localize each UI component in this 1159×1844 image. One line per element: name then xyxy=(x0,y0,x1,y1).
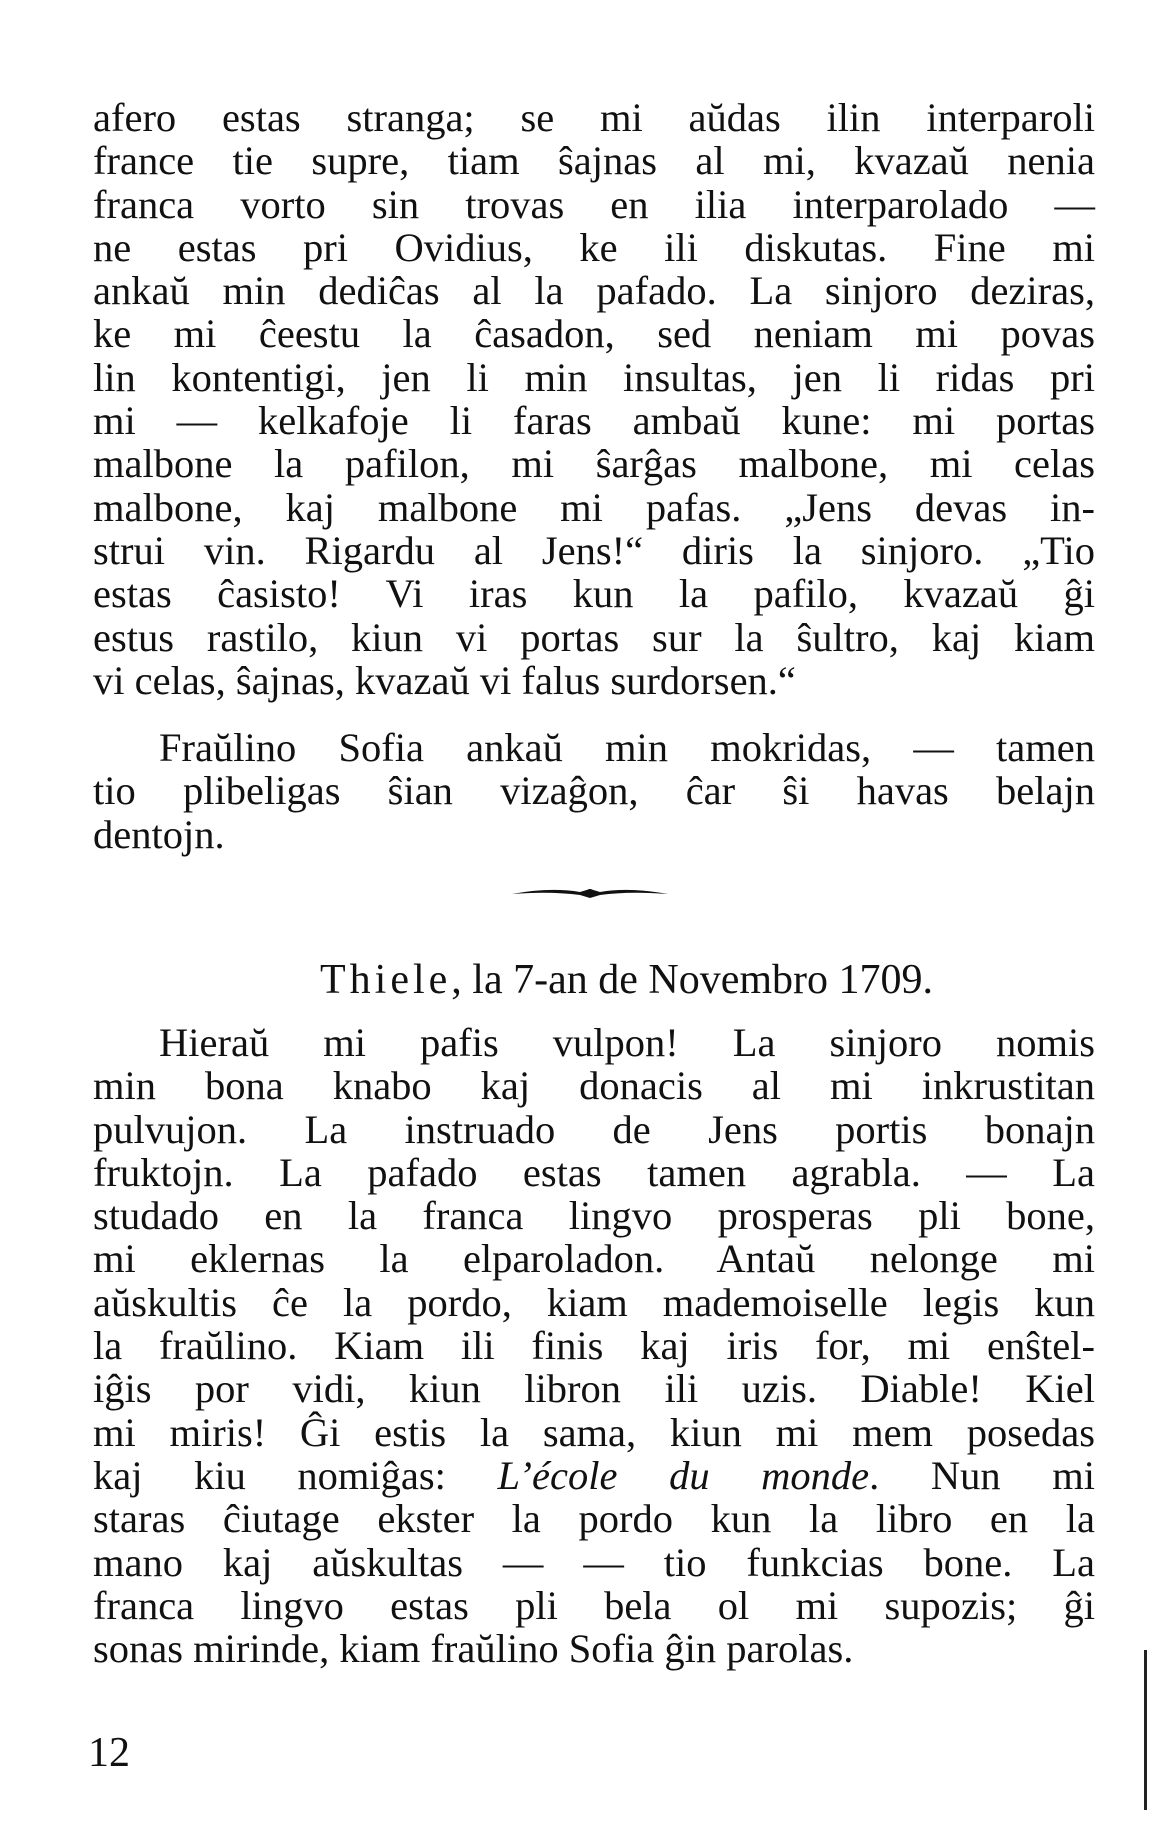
text-line: ankaŭ min dediĉas al la pafado. La sinjoro deziras, xyxy=(93,268,1095,314)
heading-place: Thiele xyxy=(320,957,452,1003)
text-line: malbone, kaj malbone mi pafas. „Jens devas in- xyxy=(93,484,1095,530)
text-line: Fraŭlino Sofia ankaŭ min mokridas, — tamen xyxy=(159,725,1095,770)
text-line: sonas mirinde, kiam fraŭlino Sofia ĝin parolas. xyxy=(93,1626,854,1672)
page-edge-shadow xyxy=(1144,1650,1147,1810)
text-line: mi miris! Ĝi estis la sama, kiun mi mem posedas xyxy=(93,1409,1095,1455)
text-line: tio plibeligas ŝian vizaĝon, ĉar ŝi havas belajn xyxy=(93,768,1095,814)
text-line: vi celas, ŝajnas, kvazaŭ vi falus surdorsen.“ xyxy=(93,657,796,703)
text-line: franca lingvo estas pli bela ol mi supozis; ĝi xyxy=(93,1582,1095,1628)
heading-date: , la 7-an de Novembro 1709. xyxy=(451,957,933,1003)
book-title: L’école du monde xyxy=(497,1452,870,1498)
paragraph-1 xyxy=(93,96,1095,702)
paragraph-2 xyxy=(93,726,1095,856)
text-line: mi — kelkafoje li faras ambaŭ kune: mi portas xyxy=(93,398,1095,444)
text-line: mi eklernas la elparoladon. Antaŭ nelonge mi xyxy=(93,1236,1095,1282)
text-line: la fraŭlino. Kiam ili finis kaj iris for, mi enŝtel- xyxy=(93,1323,1095,1369)
text-line: estus rastilo, kiun vi portas sur la ŝultro, kaj kiam xyxy=(93,614,1095,660)
text-line: estas ĉasisto! Vi iras kun la pafilo, kvazaŭ ĝi xyxy=(93,571,1095,617)
text-line: pulvujon. La instruado de Jens portis bonajn xyxy=(93,1106,1095,1152)
text-line: lin kontentigi, jen li min insultas, jen li ridas pri xyxy=(93,354,1095,400)
text-line: malbone la pafilon, mi ŝarĝas malbone, mi celas xyxy=(93,441,1095,487)
text-line: min bona knabo kaj donacis al mi inkrustitan xyxy=(93,1063,1095,1109)
text-line: dentojn. xyxy=(93,811,225,857)
text-line: france tie supre, tiam ŝajnas al mi, kvazaŭ nenia xyxy=(93,138,1095,184)
page-number: 12 xyxy=(88,1730,130,1776)
text-line: afero estas stranga; se mi aŭdas ilin interparoli xyxy=(93,95,1095,140)
text-line: fruktojn. La pafado estas tamen agrabla. — La xyxy=(93,1149,1095,1195)
text-line: mano kaj aŭskultas — — tio funkcias bone. La xyxy=(93,1539,1095,1585)
dated-heading xyxy=(320,955,933,1005)
text-line: ne estas pri Ovidius, ke ili diskutas. Fine mi xyxy=(93,224,1095,270)
text-line: kaj kiu nomiĝas: L’école du monde. Nun mi xyxy=(93,1452,1095,1498)
paragraph-3 xyxy=(93,1021,1095,1670)
text-line: iĝis por vidi, kiun libron ili uzis. Diable! Kiel xyxy=(93,1366,1095,1412)
text-line: studado en la franca lingvo prosperas pli bone, xyxy=(93,1193,1095,1239)
text-line: aŭskultis ĉe la pordo, kiam mademoiselle legis kun xyxy=(93,1279,1095,1325)
text-line: franca vorto sin trovas en ilia interparolado — xyxy=(93,181,1095,227)
section-divider-ornament xyxy=(510,883,670,901)
text-line: strui vin. Rigardu al Jens!“ diris la sinjoro. „Tio xyxy=(93,527,1095,573)
text-line: staras ĉiutage ekster la pordo kun la libro en la xyxy=(93,1496,1095,1542)
text-line: Hieraŭ mi pafis vulpon! La sinjoro nomis xyxy=(159,1020,1095,1065)
text-line: ke mi ĉeestu la ĉasadon, sed neniam mi povas xyxy=(93,311,1095,357)
